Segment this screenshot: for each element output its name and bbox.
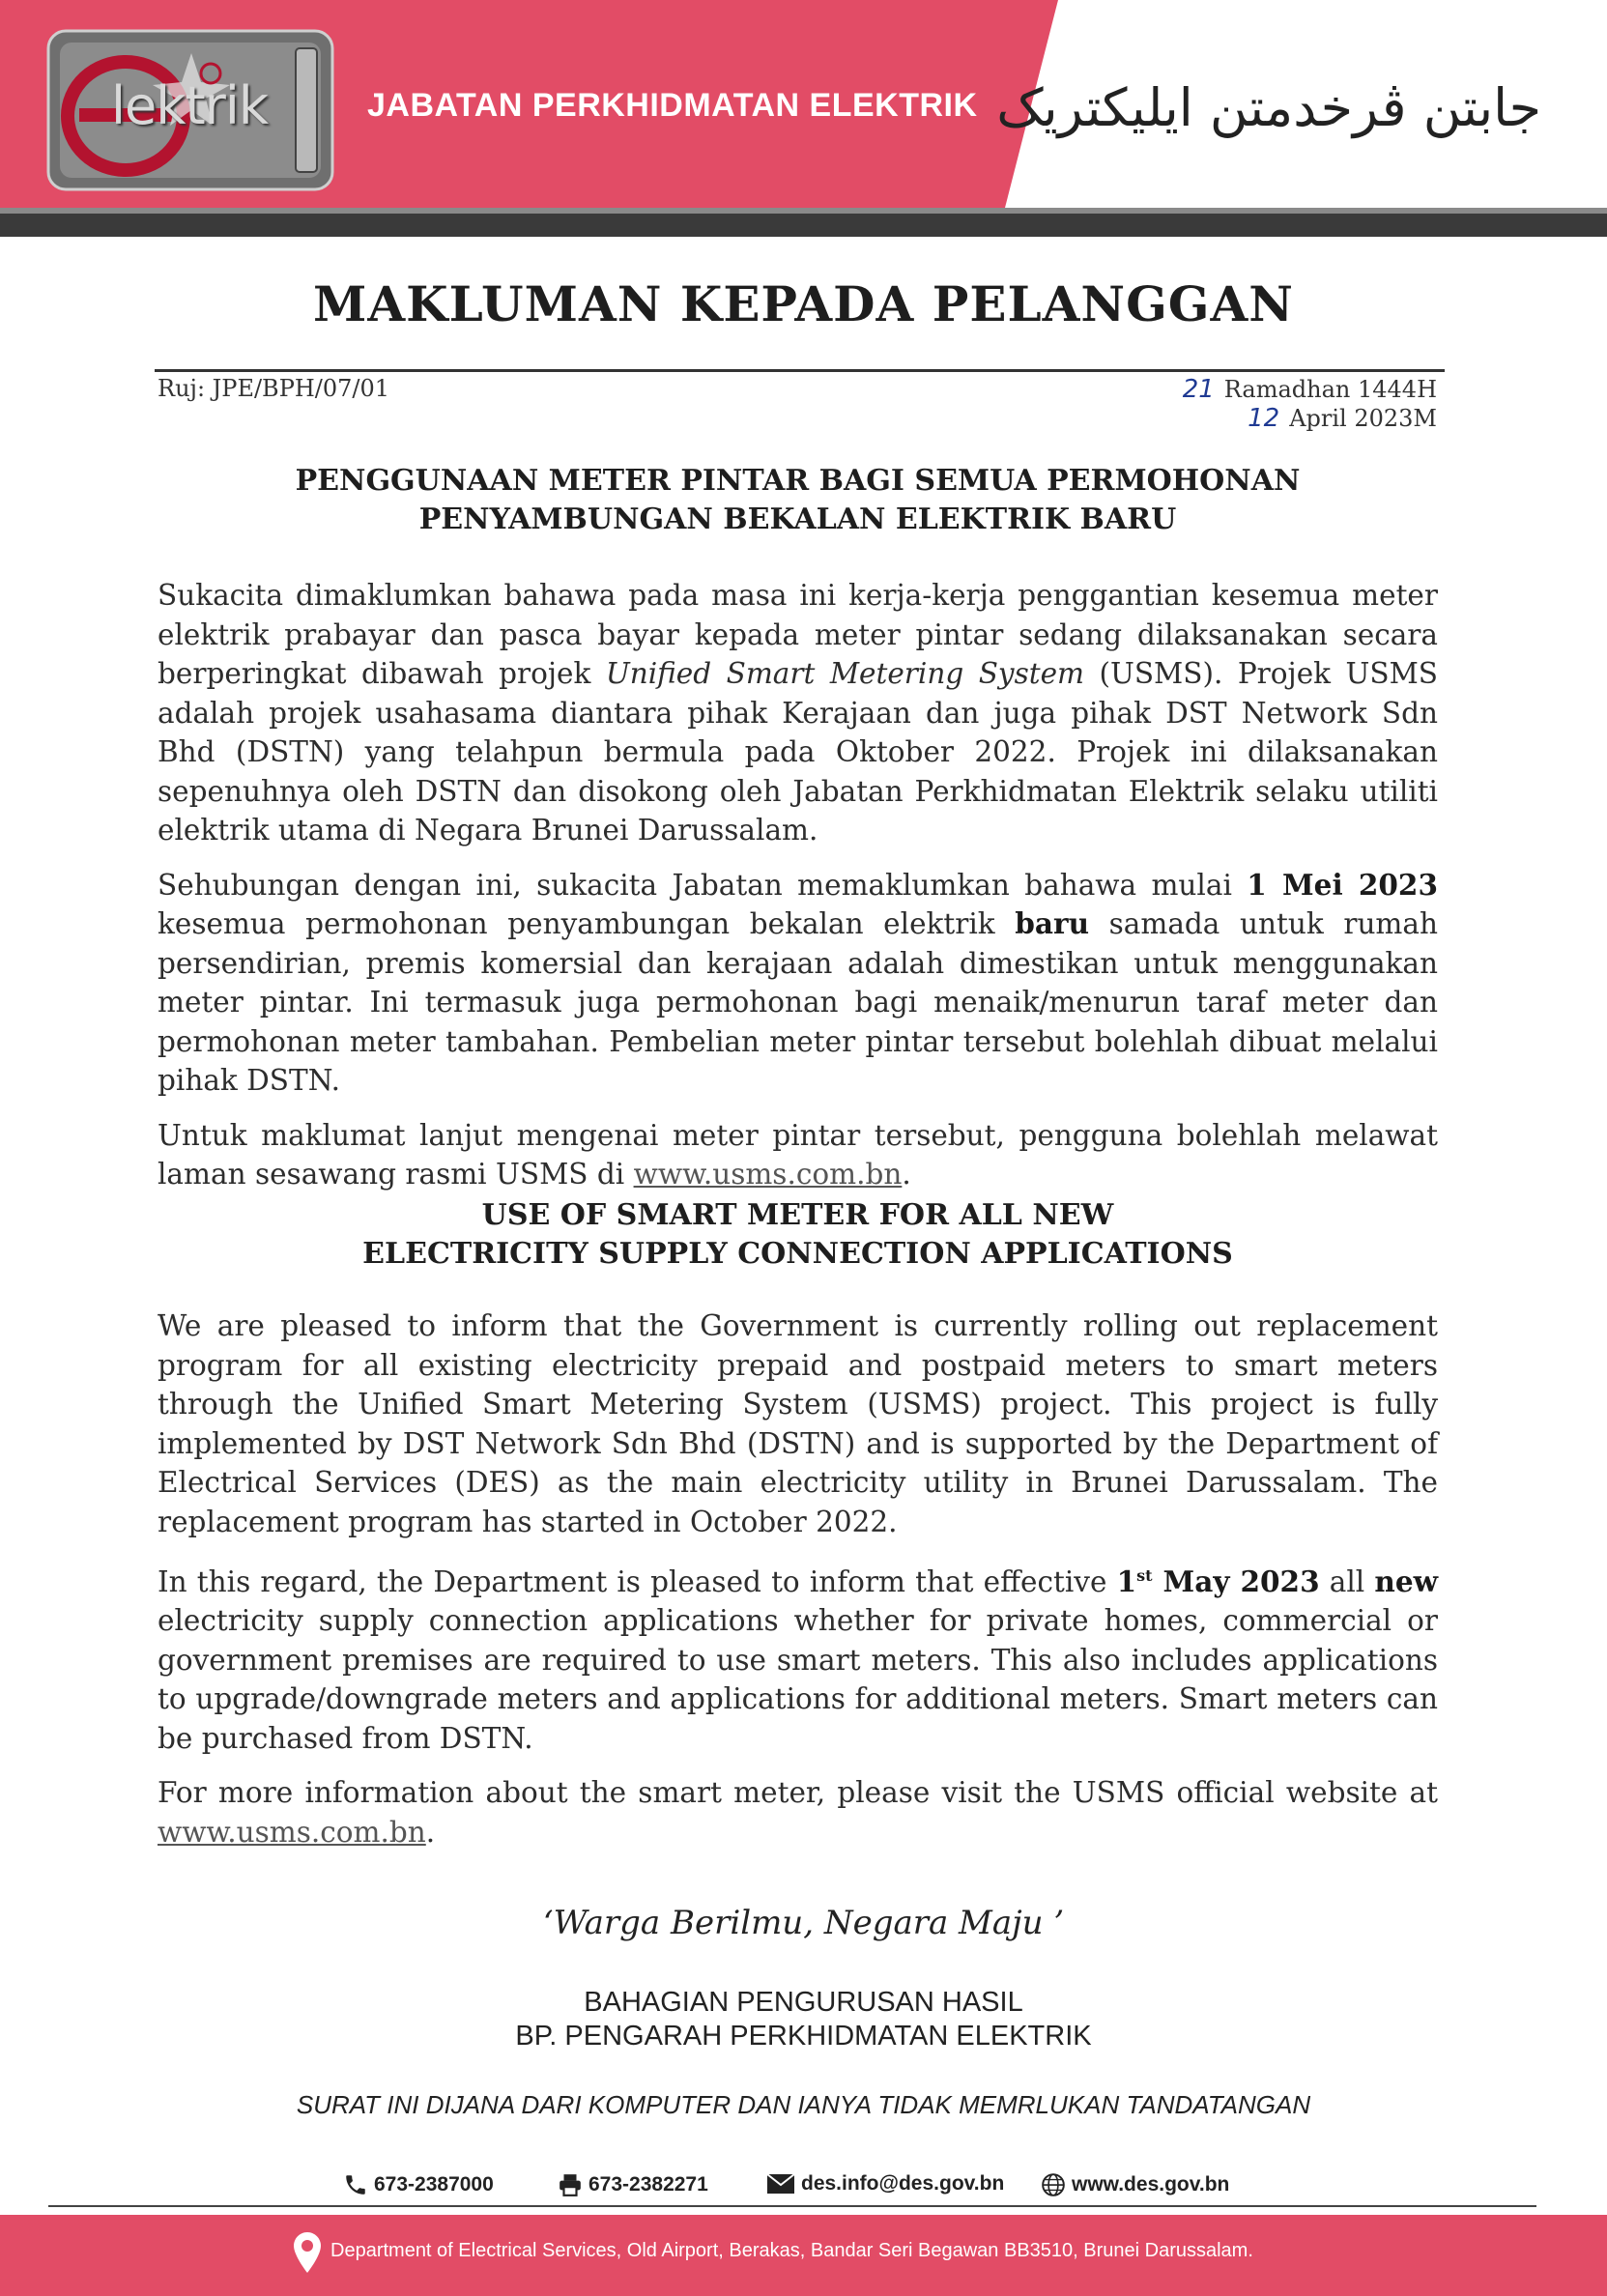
fax-icon: [558, 2172, 583, 2197]
globe-icon: [1041, 2172, 1066, 2197]
footer-divider: [48, 2205, 1536, 2207]
malay-paragraph-1: Sukacita dimaklumkan bahawa pada masa ini kerja-kerja penggantian kesemua meter elektrik prabayar dan pasca bayar kepada meter pintar sedang dilaksanakan secara berperingkat dibawah projek Unified Smart Metering System (USMS). Projek USMS adalah projek usahasama diantara pihak Kerajaan dan juga pihak DST Network Sdn Bhd (DSTN) yang telahpun bermula pada Oktober 2022. Projek ini dilaksanakan sepenuhnya oleh DSTN dan disokong oleh Jabatan Perkhidmatan Elektrik selaku utiliti elektrik utama di Negara Brunei Darussalam.: [158, 579, 1438, 847]
phone-icon: [343, 2172, 368, 2197]
malay-paragraph-3: Untuk maklumat lanjut mengenai meter pintar tersebut, pengguna bolehlah melawat laman sesawang rasmi USMS di www.usms.com.bn.: [158, 1118, 1438, 1191]
mail-icon: [766, 2173, 795, 2195]
english-paragraph-1: We are pleased to inform that the Government is currently rolling out replacement program for all existing electricity prepaid and postpaid meters to smart meters through the Unified Smart Metering System (USMS) project. This project is fully implemented by DST Network Sdn Bhd (DSTN) and is supported by the Department of Electrical Services (DES) as the main electricity utility in Brunei Darussalam. The replacement program has started in October 2022.: [158, 1309, 1438, 1538]
page-title: MAKLUMAN KEPADA PELANGGAN: [312, 275, 1294, 332]
motto: ‘Warga Berilmu, Negara Maju ’: [542, 1904, 1065, 1942]
contact-website[interactable]: www.des.gov.bn: [1041, 2172, 1229, 2197]
contact-bar: [343, 2172, 1309, 2207]
hijri-date: 21 Ramadhan 1444H: [1182, 375, 1437, 404]
handwritten-hijri-day: 21: [1182, 375, 1215, 404]
malay-section: [158, 462, 1438, 1194]
title-divider: [155, 369, 1445, 372]
english-paragraph-3: For more information about the smart meter, please visit the USMS official website at www.usms.com.bn.: [158, 1776, 1438, 1849]
english-paragraph-2: In this regard, the Department is pleased to inform that effective 1st May 2023 all new electricity supply connection applications whether for private homes, commercial or government premises are required to use smart meters. This also includes applications to upgrade/downgrade meters and applications for additional meters. Smart meters can be purchased from DSTN.: [158, 1564, 1439, 1755]
contact-phone[interactable]: 673-2387000: [343, 2172, 494, 2197]
english-section: [158, 1196, 1438, 1851]
reference-number: Ruj: JPE/BPH/07/01: [158, 375, 390, 402]
gregorian-date: 12 April 2023M: [1248, 404, 1437, 433]
handwritten-gregorian-day: 12: [1248, 404, 1280, 433]
usms-website-link-malay[interactable]: www.usms.com.bn: [633, 1158, 903, 1191]
contact-fax[interactable]: 673-2382271: [558, 2172, 708, 2197]
letter-date: [1183, 375, 1437, 433]
location-pin-icon: [292, 2230, 323, 2275]
malay-paragraph-2: Sehubungan dengan ini, sukacita Jabatan memaklumkan bahawa mulai 1 Mei 2023 kesemua permohonan penyambungan bekalan elektrik baru samada untuk rumah persendirian, premis komersial dan kerajaan adalah dimestikan untuk menggunakan meter pintar. Ini termasuk juga permohonan bagi menaik/menurun taraf meter dan permohonan meter tambahan. Pembelian meter pintar tersebut bolehlah dibuat melalui pihak DSTN.: [158, 867, 1438, 1097]
logo-wordmark: lektrik: [111, 75, 269, 136]
english-heading: USE OF SMART METER FOR ALL NEW ELECTRICITY SUPPLY CONNECTION APPLICATIONS: [362, 1198, 1233, 1271]
department-name-malay: JABATAN PERKHIDMATAN ELEKTRIK: [367, 87, 978, 124]
department-name-jawi: جابتن ڤرخدمتن ايليكتريک: [996, 77, 1541, 138]
contact-email[interactable]: des.info@des.gov.bn: [766, 2172, 1004, 2196]
signatory-title: BP. PENGARAH PERKHIDMATAN ELEKTRIK: [515, 2021, 1092, 2052]
footer-address: Department of Electrical Services, Old Airport, Berakas, Bandar Seri Begawan BB3510, Brunei Darussalam.: [330, 2240, 1253, 2261]
letterhead: [0, 0, 1607, 242]
signatory-division: BAHAGIAN PENGURUSAN HASIL: [584, 1987, 1023, 2018]
computer-generated-notice: SURAT INI DIJANA DARI KOMPUTER DAN IANYA TIDAK MEMRLUKAN TANDATANGAN: [296, 2090, 1311, 2119]
usms-website-link-english[interactable]: www.usms.com.bn: [158, 1815, 426, 1849]
malay-heading: PENGGUNAAN METER PINTAR BAGI SEMUA PERMOHONAN PENYAMBUNGAN BEKALAN ELEKTRIK BARU: [295, 464, 1301, 536]
